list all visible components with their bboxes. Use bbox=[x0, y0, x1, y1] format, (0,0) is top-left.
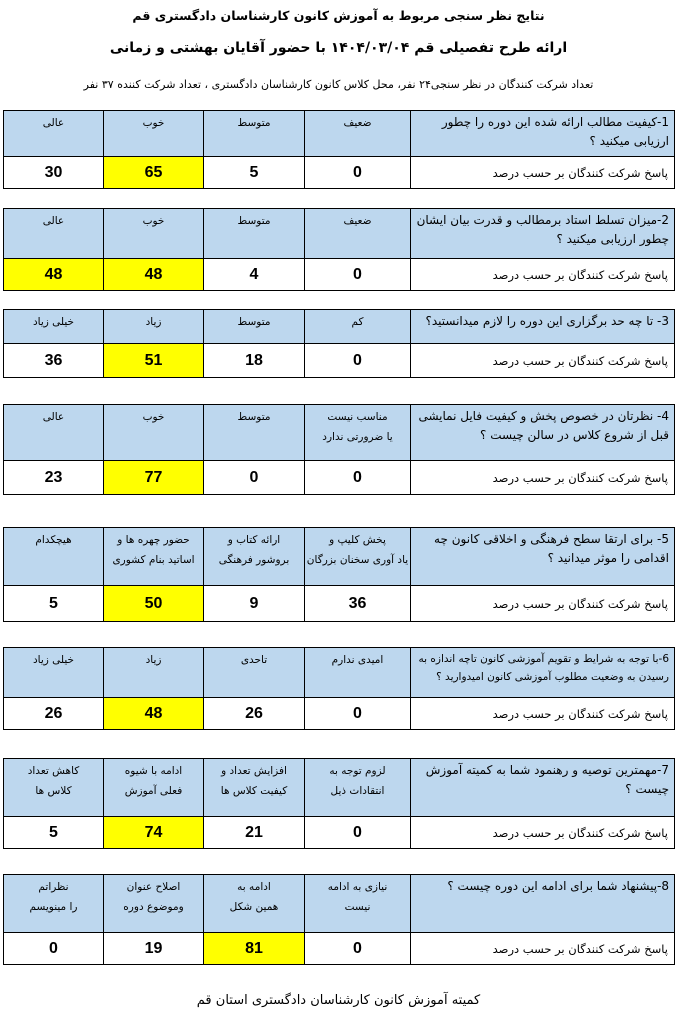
option-header-1 bbox=[305, 875, 411, 933]
option-label-line: پخش کلیپ و bbox=[329, 534, 386, 546]
answer-value-4: 36 bbox=[4, 344, 104, 378]
option-header-3 bbox=[104, 875, 204, 933]
question-text: 7-مهمترین توصیه و رهنمود شما به کمیته آموزش چیست ؟ bbox=[411, 759, 675, 817]
question-text: 1-کیفیت مطالب ارائه شده این دوره را چطور ارزیابی میکنید ؟ bbox=[411, 111, 675, 157]
question-text: 4- نظرتان در خصوص پخش و کیفیت فایل نمایشی قبل از شروع کلاس در سالن چیست ؟ bbox=[411, 405, 675, 461]
option-header-1 bbox=[305, 405, 411, 461]
option-label-line: کلاس ها bbox=[35, 785, 72, 797]
option-header-3 bbox=[104, 310, 204, 344]
option-label-line: متوسط bbox=[237, 117, 271, 129]
answer-value-3: 48 bbox=[104, 698, 204, 730]
option-label-line: امیدی ندارم bbox=[331, 654, 384, 666]
answer-value-2: 18 bbox=[204, 344, 305, 378]
option-header-4 bbox=[4, 405, 104, 461]
answer-value-2: 9 bbox=[204, 586, 305, 622]
question-table-2 bbox=[3, 208, 675, 291]
answer-value-2: 5 bbox=[204, 157, 305, 189]
question-text: 3- تا چه حد برگزاری این دوره را لازم میدانستید؟ bbox=[411, 310, 675, 344]
option-label-line: ادامه با شیوه bbox=[124, 765, 183, 777]
option-label-line: هیچکدام bbox=[35, 534, 72, 546]
option-header-1 bbox=[305, 759, 411, 817]
footer-text: کمیته آموزش کانون کارشناسان دادگستری استان قم bbox=[196, 993, 481, 1008]
answer-value-1: 0 bbox=[305, 698, 411, 730]
page-title: نتایج نظر سنجی مربوط به آموزش کانون کارشناسان دادگستری قم bbox=[132, 8, 545, 23]
option-label-line: افزایش تعداد و bbox=[221, 765, 287, 777]
question-text: 2-میزان تسلط استاد برمطالب و قدرت بیان ایشان چطور ارزیابی میکنید ؟ bbox=[411, 209, 675, 259]
option-label-line: همین شکل bbox=[229, 901, 279, 913]
answer-value-1: 0 bbox=[305, 461, 411, 495]
option-label-line: کم bbox=[351, 316, 364, 328]
option-label-line: متوسط bbox=[237, 411, 271, 423]
option-label-line: لزوم توجه به bbox=[329, 765, 386, 777]
answer-label: پاسخ شرکت کنندگان بر حسب درصد bbox=[411, 259, 675, 291]
option-label-line: حضور چهره ها و bbox=[117, 534, 190, 546]
option-label-line: عالی bbox=[42, 117, 65, 129]
question-text: 8-پیشنهاد شما برای ادامه این دوره چیست ؟ bbox=[411, 875, 675, 933]
option-label-line: ضعیف bbox=[343, 215, 372, 227]
answer-value-4: 0 bbox=[4, 933, 104, 965]
answer-label: پاسخ شرکت کنندگان بر حسب درصد bbox=[411, 698, 675, 730]
answer-value-3: 48 bbox=[104, 259, 204, 291]
option-label-line: عالی bbox=[42, 215, 65, 227]
question-table-7 bbox=[3, 758, 675, 849]
option-label-line: خوب bbox=[142, 411, 165, 423]
option-header-4 bbox=[4, 111, 104, 157]
option-header-1 bbox=[305, 111, 411, 157]
answer-value-2: 26 bbox=[204, 698, 305, 730]
option-header-2 bbox=[204, 310, 305, 344]
option-header-3 bbox=[104, 759, 204, 817]
option-header-1 bbox=[305, 648, 411, 698]
option-header-2 bbox=[204, 209, 305, 259]
option-header-4 bbox=[4, 875, 104, 933]
option-label-line: خیلی زیاد bbox=[32, 316, 75, 328]
option-label-line: یاد آوری سخنان بزرگان bbox=[306, 554, 409, 566]
option-label-line: زیاد bbox=[145, 654, 162, 666]
question-text: 6-با توجه به شرایط و تقویم آموزشی کانون تاچه اندازه به رسیدن به وضعیت مطلوب آموزشی کانون امیدوارید ؟ bbox=[411, 648, 675, 698]
answer-value-1: 0 bbox=[305, 933, 411, 965]
answer-value-2: 4 bbox=[204, 259, 305, 291]
option-label-line: اصلاح عنوان bbox=[126, 881, 181, 893]
answer-value-1: 0 bbox=[305, 259, 411, 291]
option-header-4 bbox=[4, 759, 104, 817]
option-header-4 bbox=[4, 648, 104, 698]
option-header-1 bbox=[305, 310, 411, 344]
option-header-3 bbox=[104, 111, 204, 157]
option-header-4 bbox=[4, 528, 104, 586]
option-label-line: نیست bbox=[344, 901, 371, 913]
option-header-3 bbox=[104, 648, 204, 698]
question-table-1 bbox=[3, 110, 675, 189]
option-header-1 bbox=[305, 209, 411, 259]
answer-value-4: 5 bbox=[4, 586, 104, 622]
answer-label: پاسخ شرکت کنندگان بر حسب درصد bbox=[411, 933, 675, 965]
question-table-8 bbox=[3, 874, 675, 965]
option-label-line: ادامه به bbox=[237, 881, 271, 893]
option-label-line: وموضوع دوره bbox=[123, 901, 184, 913]
answer-value-3: 50 bbox=[104, 586, 204, 622]
answer-value-3: 19 bbox=[104, 933, 204, 965]
option-label-line: تاحدی bbox=[240, 654, 268, 666]
option-header-2 bbox=[204, 875, 305, 933]
answer-value-1: 0 bbox=[305, 817, 411, 849]
option-label-line: متوسط bbox=[237, 215, 271, 227]
question-table-5 bbox=[3, 527, 675, 622]
option-header-4 bbox=[4, 209, 104, 259]
intro-text: تعداد شرکت کنندگان در نظر سنجی۲۴ نفر، محل کلاس کانون کارشناسان دادگستری ، تعداد شرکت کننده ۳۷ نفر bbox=[83, 78, 594, 91]
question-table-6 bbox=[3, 647, 675, 730]
option-header-2 bbox=[204, 111, 305, 157]
option-label-line: زیاد bbox=[145, 316, 162, 328]
option-label-line: فعلی آموزش bbox=[124, 785, 183, 797]
option-label-line: مناسب نیست bbox=[327, 411, 388, 423]
option-label-line: انتقادات ذیل bbox=[330, 785, 385, 797]
question-table-3 bbox=[3, 309, 675, 378]
option-label-line: ضعیف bbox=[343, 117, 372, 129]
answer-value-2: 21 bbox=[204, 817, 305, 849]
option-label-line: متوسط bbox=[237, 316, 271, 328]
answer-value-2: 81 bbox=[204, 933, 305, 965]
answer-value-1: 36 bbox=[305, 586, 411, 622]
option-header-2 bbox=[204, 528, 305, 586]
answer-value-3: 77 bbox=[104, 461, 204, 495]
option-label-line: بروشور فرهنگی bbox=[218, 554, 290, 566]
answer-label: پاسخ شرکت کنندگان بر حسب درصد bbox=[411, 586, 675, 622]
option-header-4 bbox=[4, 310, 104, 344]
option-label-line: خوب bbox=[142, 215, 165, 227]
answer-value-3: 65 bbox=[104, 157, 204, 189]
answer-value-3: 74 bbox=[104, 817, 204, 849]
question-table-4 bbox=[3, 404, 675, 495]
option-label-line: یا ضرورتی ندارد bbox=[322, 431, 393, 443]
answer-value-4: 26 bbox=[4, 698, 104, 730]
option-label-line: نیازی به ادامه bbox=[327, 881, 388, 893]
option-header-1 bbox=[305, 528, 411, 586]
option-label-line: نظراتم bbox=[38, 881, 69, 893]
option-label-line: عالی bbox=[42, 411, 65, 423]
answer-label: پاسخ شرکت کنندگان بر حسب درصد bbox=[411, 344, 675, 378]
question-text: 5- برای ارتقا سطح فرهنگی و اخلاقی کانون چه اقدامی را موثر میدانید ؟ bbox=[411, 528, 675, 586]
answer-value-3: 51 bbox=[104, 344, 204, 378]
answer-value-2: 0 bbox=[204, 461, 305, 495]
answer-label: پاسخ شرکت کنندگان بر حسب درصد bbox=[411, 461, 675, 495]
answer-label: پاسخ شرکت کنندگان بر حسب درصد bbox=[411, 157, 675, 189]
option-label-line: خیلی زیاد bbox=[32, 654, 75, 666]
option-label-line: اساتید بنام کشوری bbox=[112, 554, 195, 566]
option-label-line: را مینویسم bbox=[29, 901, 78, 913]
option-header-2 bbox=[204, 648, 305, 698]
answer-value-1: 0 bbox=[305, 344, 411, 378]
page-subtitle: ارائه طرح تفصیلی قم ۱۴۰۴/۰۳/۰۴ با حضور آقایان بهشتی و زمانی bbox=[109, 40, 568, 56]
answer-value-4: 5 bbox=[4, 817, 104, 849]
option-label-line: خوب bbox=[142, 117, 165, 129]
answer-value-4: 48 bbox=[4, 259, 104, 291]
answer-value-1: 0 bbox=[305, 157, 411, 189]
option-header-3 bbox=[104, 209, 204, 259]
option-label-line: ارائه کتاب و bbox=[227, 534, 281, 546]
answer-value-4: 23 bbox=[4, 461, 104, 495]
option-header-3 bbox=[104, 405, 204, 461]
option-label-line: کاهش تعداد bbox=[27, 765, 80, 777]
answer-value-4: 30 bbox=[4, 157, 104, 189]
option-label-line: کیفیت کلاس ها bbox=[220, 785, 288, 797]
option-header-3 bbox=[104, 528, 204, 586]
answer-label: پاسخ شرکت کنندگان بر حسب درصد bbox=[411, 817, 675, 849]
option-header-2 bbox=[204, 759, 305, 817]
option-header-2 bbox=[204, 405, 305, 461]
